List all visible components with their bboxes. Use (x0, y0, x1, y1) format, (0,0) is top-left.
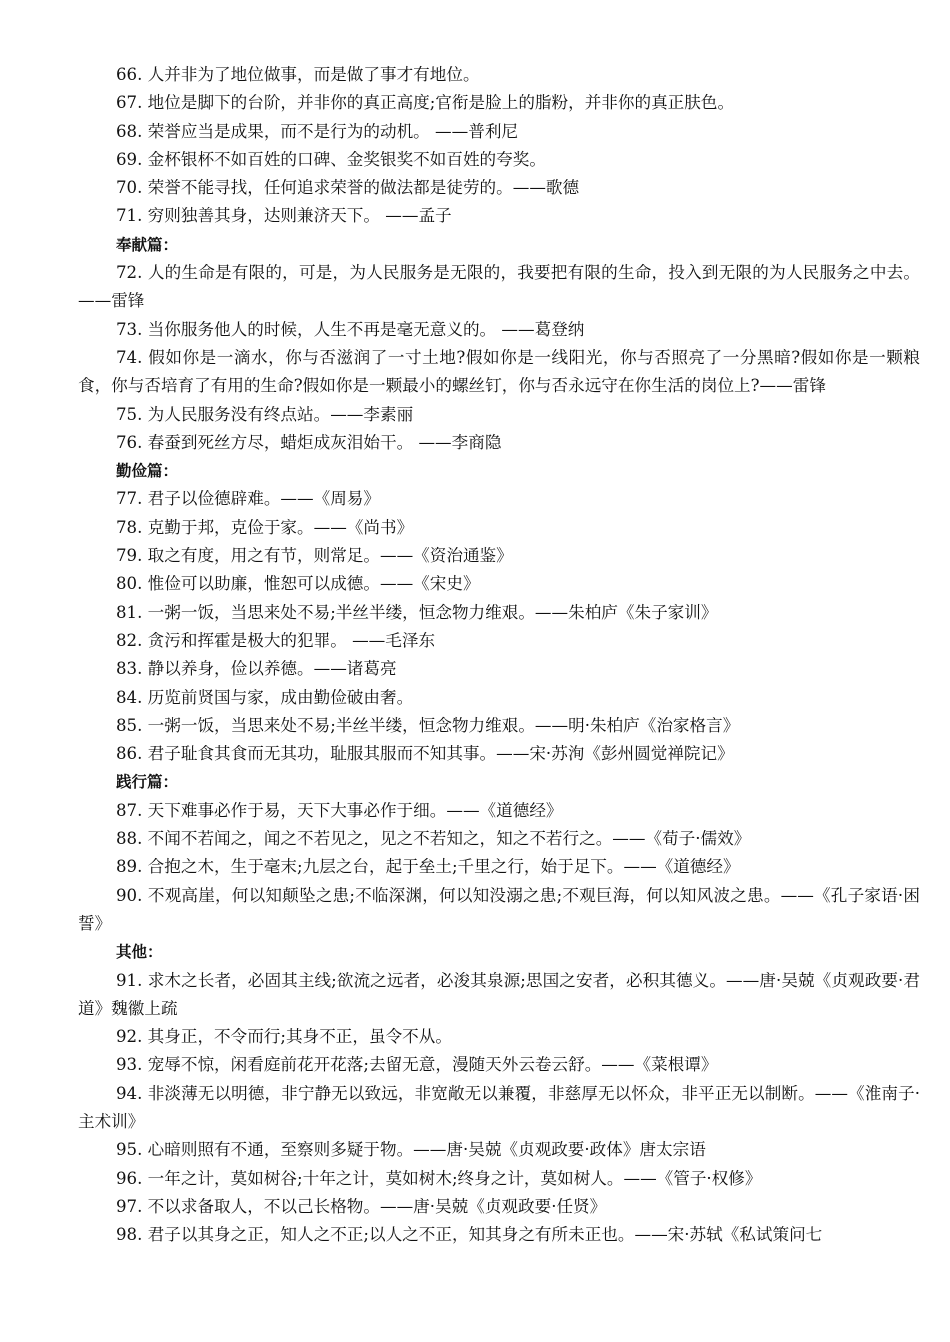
quote-item: 96. 一年之计，莫如树谷;十年之计，莫如树木;终身之计，莫如树人。——《管子·权修》 (116, 1168, 762, 1188)
quote-item: 79. 取之有度，用之有节，则常足。——《资治通鉴》 (116, 546, 513, 566)
quote-item: 81. 一粥一饭，当思来处不易;半丝半缕，恒念物力维艰。——朱柏庐《朱子家训》 (116, 602, 718, 622)
quote-item: 82. 贪污和挥霍是极大的犯罪。 ——毛泽东 (116, 630, 436, 650)
quote-item: 70. 荣誉不能寻找，任何追求荣誉的做法都是徒劳的。——歌德 (116, 178, 580, 198)
quote-item: 97. 不以求备取人，不以己长格物。——唐·吴兢《贞观政要·任贤》 (116, 1196, 607, 1216)
quote-item: 98. 君子以其身之正，知人之不正;以人之不正，知其身之有所未正也。——宋·苏轼《私试策问七 (116, 1225, 823, 1245)
quote-item: 89. 合抱之木，生于毫末;九层之台，起于垒土;千里之行，始于足下。——《道德经》 (116, 857, 740, 877)
quote-item: 73. 当你服务他人的时候，人生不再是毫无意义的。 ——葛登纳 (116, 319, 585, 339)
section-heading: 其他： (116, 943, 163, 962)
quote-item: 91. 求木之长者，必固其主线;欲流之远者，必浚其泉源;思国之安者，必积其德义。——唐·吴兢《贞观政要·君道》魏徽上疏 (78, 970, 920, 1018)
quote-item: 69. 金杯银杯不如百姓的口碑、金奖银奖不如百姓的夸奖。 (116, 149, 546, 169)
quote-item: 68. 荣誉应当是成果，而不是行为的动机。 ——普利尼 (116, 121, 519, 141)
quote-item: 83. 静以养身，俭以养德。——诸葛亮 (116, 659, 397, 679)
quote-item: 67. 地位是脚下的台阶，并非你的真正高度;官衔是脸上的脂粉，并非你的真正肤色。 (116, 93, 735, 113)
quote-item: 92. 其身正，不令而行;其身不正，虽令不从。 (116, 1027, 452, 1047)
quote-item: 78. 克勤于邦，克俭于家。——《尚书》 (116, 517, 414, 537)
quote-item: 71. 穷则独善其身，达则兼济天下。 ——孟子 (116, 206, 452, 226)
quote-item: 93. 宠辱不惊，闲看庭前花开花落;去留无意，漫随天外云卷云舒。——《菜根谭》 (116, 1055, 718, 1075)
quote-item: 94. 非淡薄无以明德，非宁静无以致远，非宽敞无以兼覆，非慈厚无以怀众，非平正无以制断。——《淮南子·主术训》 (78, 1083, 920, 1131)
quote-item: 74. 假如你是一滴水，你与否滋润了一寸土地?假如你是一线阳光，你与否照亮了一分黑暗?假如你是一颗粮食，你与否培育了有用的生命?假如你是一颗最小的螺丝钉，你与否永远守在你生活的岗位上?——雷锋 (78, 347, 920, 396)
quote-item: 86. 君子耻食其食而无其功，耻服其服而不知其事。——宋·苏洵《彭州圆觉禅院记》 (116, 744, 734, 764)
quote-item: 87. 天下难事必作于易，天下大事必作于细。——《道德经》 (116, 800, 563, 820)
quote-item: 80. 惟俭可以助廉，惟恕可以成德。——《宋史》 (116, 574, 480, 594)
section-heading: 践行篇： (116, 773, 179, 792)
section-heading: 奉献篇： (116, 235, 179, 254)
quote-item: 77. 君子以俭德辟难。——《周易》 (116, 489, 380, 509)
quote-item: 66. 人并非为了地位做事，而是做了事才有地位。 (116, 65, 480, 84)
quote-item: 75. 为人民服务没有终点站。——李素丽 (116, 404, 414, 424)
quote-item: 84. 历览前贤国与家，成由勤俭破由奢。 (116, 687, 414, 707)
document-body (78, 61, 920, 1249)
quote-item: 95. 心暗则照有不通，至察则多疑于物。——唐·吴兢《贞观政要·政体》唐太宗语 (116, 1140, 706, 1160)
quote-item: 85. 一粥一饭，当思来处不易;半丝半缕，恒念物力维艰。——明·朱柏庐《治家格言》 (116, 715, 740, 735)
quote-item: 76. 春蚕到死丝方尽，蜡炬成灰泪始干。 ——李商隐 (116, 432, 502, 452)
quote-item: 88. 不闻不若闻之，闻之不若见之，见之不若知之，知之不若行之。——《荀子·儒效》 (116, 829, 751, 849)
quote-item: 90. 不观高崖，何以知颠坠之患;不临深渊，何以知没溺之患;不观巨海，何以知风波之患。——《孔子家语·困誓》 (78, 885, 920, 933)
quote-item: 72. 人的生命是有限的，可是，为人民服务是无限的，我要把有限的生命，投入到无限的为人民服务之中去。——雷锋 (78, 263, 920, 311)
section-heading: 勤俭篇： (116, 462, 179, 481)
